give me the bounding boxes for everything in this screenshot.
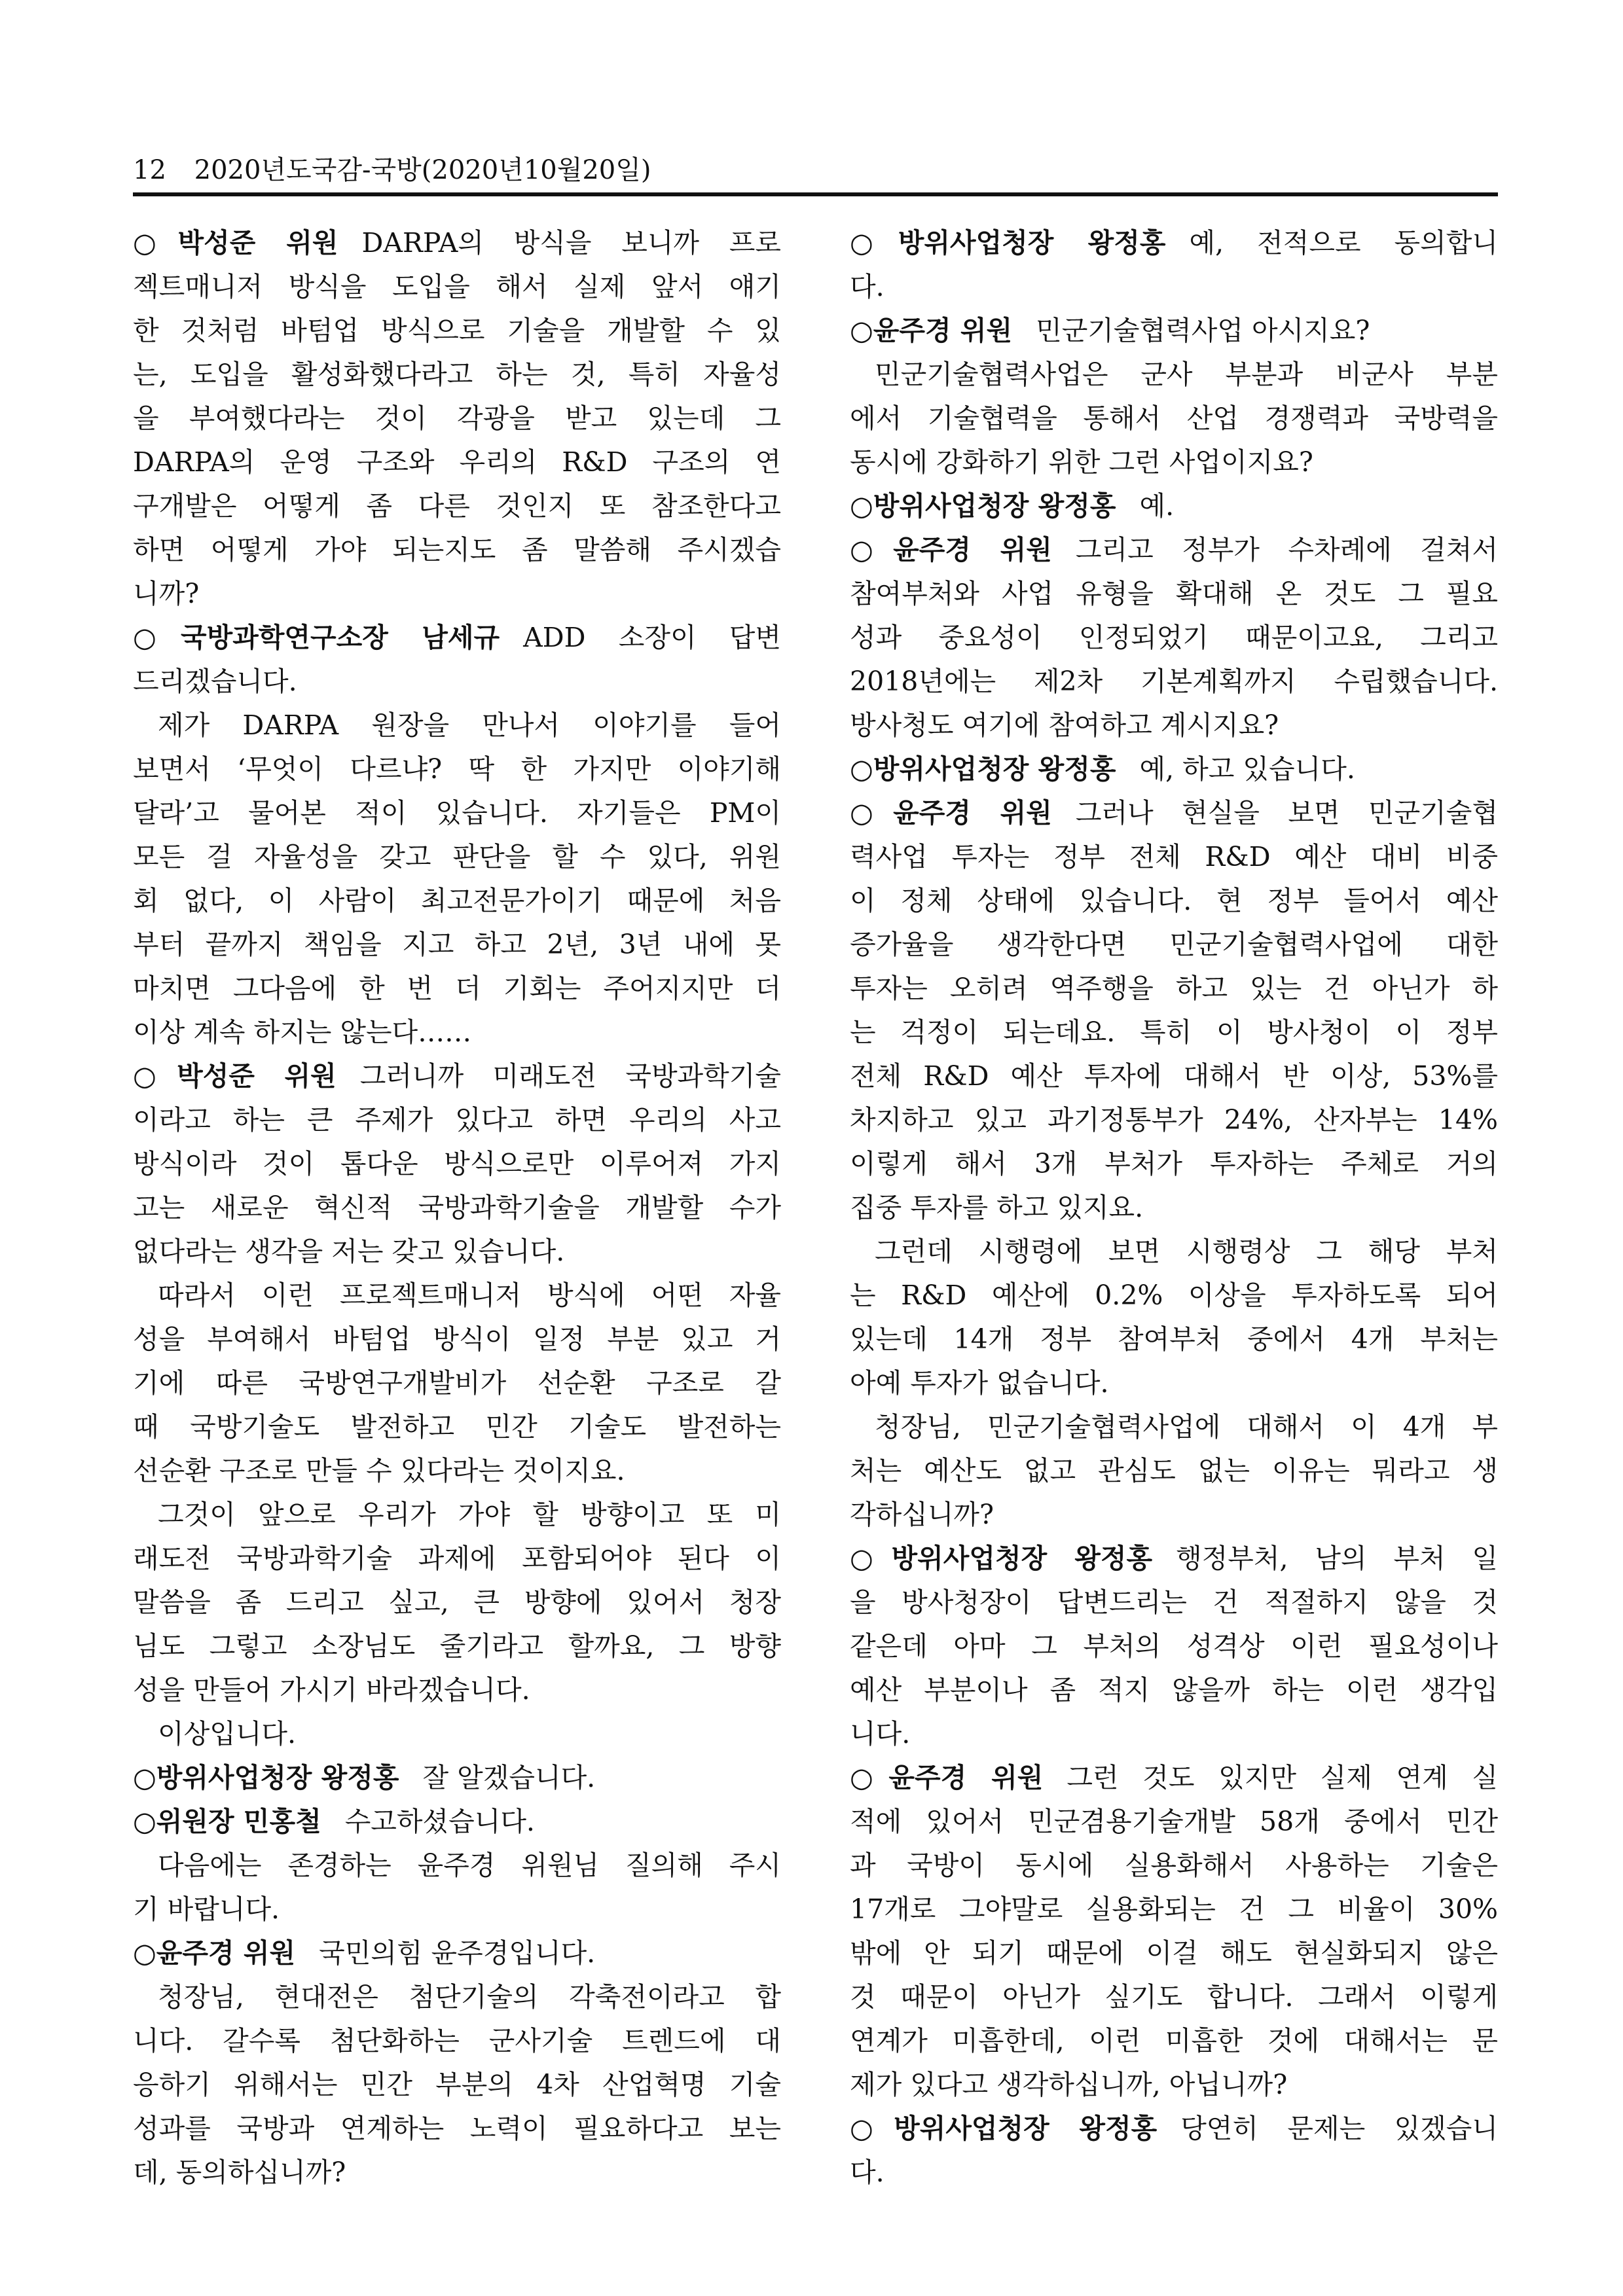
speaker-statement: [133, 221, 781, 616]
text-line: [133, 1844, 781, 1888]
line-text: 때 국방기술도 발전하고 민간 기술도 발전하는: [133, 1411, 781, 1443]
speaker-statement: [850, 221, 1498, 309]
speaker-name: ○박성준 위원: [133, 1060, 337, 1092]
text-line: [133, 1975, 781, 2019]
line-text: 달라’고 물어본 적이 있습니다. 자기들은 PM이: [133, 797, 781, 829]
line-text: 기 바랍니다.: [133, 1893, 280, 1925]
speaker-statement: [850, 2107, 1498, 2195]
text-line: [133, 1318, 781, 1361]
line-text: 그런 것도 있지만 실제 연계 실: [1067, 1762, 1498, 1793]
line-text: 처는 예산도 없고 관심도 없는 이유는 뭐라고 생: [850, 1455, 1498, 1486]
line-text: 이상 계속 하지는 않는다……: [133, 1016, 472, 1048]
text-line: [850, 923, 1498, 967]
line-text: 을 부여했다라는 것이 각광을 받고 있는데 그: [133, 403, 781, 434]
line-text: 다.: [850, 2157, 884, 2188]
line-text: 제가 DARPA 원장을 만나서 이야기를 들어: [158, 709, 781, 741]
text-line: [133, 1624, 781, 1668]
text-line: [133, 747, 781, 791]
line-text: 마치면 그다음에 한 번 더 기회는 주어지지만 더: [133, 973, 781, 1004]
line-text: 부터 끝까지 책임을 지고 하고 2년, 3년 내에 못: [133, 929, 781, 960]
line-text: 국민의힘 윤주경입니다.: [319, 1937, 596, 1969]
text-line: [850, 1668, 1498, 1712]
text-line: [850, 397, 1498, 440]
speaker-statement: [850, 1756, 1498, 2107]
text-line: [850, 1449, 1498, 1493]
text-line: [133, 221, 781, 265]
right-column: [850, 221, 1498, 2195]
text-line: [133, 1668, 781, 1712]
running-header: [133, 149, 651, 187]
text-line: [850, 1230, 1498, 1274]
line-text: 같은데 아마 그 부처의 성격상 이런 필요성이나: [850, 1630, 1498, 1662]
statement-paragraph: [133, 1712, 781, 1756]
text-line: [850, 2063, 1498, 2107]
text-line: [133, 1361, 781, 1405]
left-column: [133, 221, 781, 2195]
line-text: 보면서 ‘무엇이 다르냐? 딱 한 가지만 이야기해: [133, 753, 781, 785]
line-text: 각하십니까?: [850, 1499, 994, 1530]
line-text: 드리겠습니다.: [133, 666, 297, 697]
line-text: 방식이라 것이 톱다운 방식으로만 이루어져 가지: [133, 1148, 781, 1179]
text-line: [133, 616, 781, 660]
line-text: 투자는 오히려 역주행을 하고 있는 건 아닌가 하: [850, 973, 1498, 1004]
line-text: 따라서 이런 프로젝트매니저 방식에 어떤 자율: [158, 1280, 781, 1311]
line-text: 고는 새로운 혁신적 국방과학기술을 개발할 수가: [133, 1192, 781, 1223]
text-line: [850, 704, 1498, 747]
line-text: 그런데 시행령에 보면 시행령상 그 해당 부처: [875, 1236, 1498, 1267]
line-text: 예, 하고 있습니다.: [1139, 753, 1355, 785]
speaker-name: ○방위사업청장 왕정홍: [850, 2113, 1158, 2144]
speaker-statement: [850, 484, 1498, 528]
text-line: [133, 1098, 781, 1142]
line-text: 차지하고 있고 과기정통부가 24%, 산자부는 14%: [850, 1104, 1498, 1136]
text-line: [133, 1142, 781, 1186]
statement-paragraph: [850, 353, 1498, 484]
line-text: 이라고 하는 큰 주제가 있다고 하면 우리의 사고: [133, 1104, 781, 1136]
text-line: [850, 1756, 1498, 1800]
statement-paragraph: [133, 704, 781, 1054]
statement-paragraph: [850, 1230, 1498, 1405]
speaker-name: ○방위사업청장 왕정홍: [133, 1762, 399, 1793]
line-text: 민군기술협력사업은 군사 부분과 비군사 부분: [875, 359, 1498, 390]
text-line: [850, 265, 1498, 309]
statement-paragraph: [133, 1975, 781, 2195]
text-line: [133, 353, 781, 397]
speaker-statement: [133, 1054, 781, 1274]
line-text: 잘 알겠습니다.: [422, 1762, 596, 1793]
text-line: [850, 484, 1498, 528]
line-text: 을 방사청장이 답변드리는 건 적절하지 않을 것: [850, 1587, 1498, 1618]
text-line: [850, 440, 1498, 484]
header-title: 2020년도국감-국방(2020년10월20일): [194, 155, 651, 185]
text-line: [133, 1230, 781, 1274]
line-text: 참여부처와 사업 유형을 확대해 온 것도 그 필요: [850, 578, 1498, 609]
line-text: 성과를 국방과 연계하는 노력이 필요하다고 보는: [133, 2113, 781, 2144]
line-text: 니까?: [133, 578, 200, 609]
speaker-statement: [850, 1537, 1498, 1756]
text-line: [133, 1800, 781, 1844]
line-text: 는 R&D 예산에 0.2% 이상을 투자하도록 되어: [850, 1280, 1498, 1311]
line-text: 적에 있어서 민군겸용기술개발 58개 중에서 민간: [850, 1806, 1498, 1837]
line-text: 응하기 위해서는 민간 부분의 4차 산업혁명 기술: [133, 2069, 781, 2100]
text-line: [133, 967, 781, 1011]
line-text: 제가 있다고 생각하십니까, 아닙니까?: [850, 2069, 1288, 2100]
text-line: [133, 2019, 781, 2063]
line-text: 것 때문이 아닌가 싶기도 합니다. 그래서 이렇게: [850, 1981, 1498, 2013]
speaker-name: ○윤주경 위원: [133, 1937, 296, 1969]
speaker-name: ○윤주경 위원: [850, 534, 1052, 565]
speaker-name: ○위원장 민홍철: [133, 1806, 321, 1837]
line-text: 모든 걸 자율성을 갖고 판단을 할 수 있다, 위원: [133, 841, 781, 872]
line-text: 청장님, 현대전은 첨단기술의 각축전이라고 합: [158, 1981, 781, 2013]
text-line: [850, 660, 1498, 704]
text-line: [850, 2107, 1498, 2151]
text-line: [850, 1712, 1498, 1756]
page-number: 12: [133, 155, 166, 185]
text-line: [850, 1493, 1498, 1537]
statement-paragraph: [133, 1274, 781, 1493]
text-line: [133, 791, 781, 835]
line-text: 그러나 현실을 보면 민군기술협: [1075, 797, 1498, 829]
text-line: [850, 1318, 1498, 1361]
line-text: 니다. 갈수록 첨단화하는 군사기술 트렌드에 대: [133, 2025, 781, 2056]
speaker-statement: [850, 309, 1498, 353]
statement-paragraph: [133, 1493, 781, 1712]
speaker-name: ○윤주경 위원: [850, 315, 1013, 346]
text-line: [850, 1931, 1498, 1975]
text-line: [133, 660, 781, 704]
text-line: [850, 1975, 1498, 2019]
speaker-statement: [133, 1931, 781, 1975]
text-line: [133, 1011, 781, 1054]
line-text: 집중 투자를 하고 있지요.: [850, 1192, 1144, 1223]
header-rule: [133, 192, 1498, 196]
text-line: [850, 835, 1498, 879]
line-text: 성과 중요성이 인정되었기 때문이고요, 그리고: [850, 622, 1498, 653]
text-line: [133, 923, 781, 967]
line-text: 행정부처, 남의 부처 일: [1176, 1543, 1498, 1574]
line-text: 동시에 강화하기 위한 그런 사업이지요?: [850, 446, 1313, 478]
text-line: [850, 2151, 1498, 2195]
text-line: [850, 879, 1498, 923]
line-text: 는 걱정이 되는데요. 특히 이 방사청이 이 정부: [850, 1016, 1498, 1048]
line-text: 다.: [850, 271, 884, 302]
text-line: [133, 2107, 781, 2151]
line-text: 밖에 안 되기 때문에 이걸 해도 현실화되지 않은: [850, 1937, 1498, 1969]
line-text: 한 것처럼 바텀업 방식으로 기술을 개발할 수 있: [133, 315, 781, 346]
line-text: 성을 만들어 가시기 바라겠습니다.: [133, 1674, 530, 1706]
line-text: 전체 R&D 예산 투자에 대해서 반 이상, 53%를: [850, 1060, 1498, 1092]
line-text: ADD 소장이 답변: [523, 622, 782, 653]
text-line: [133, 484, 781, 528]
line-text: 예, 전적으로 동의합니: [1189, 227, 1498, 259]
line-text: 방사청도 여기에 참여하고 계시지요?: [850, 709, 1279, 741]
text-line: [850, 572, 1498, 616]
speaker-statement: [850, 791, 1498, 1230]
line-text: 다음에는 존경하는 윤주경 위원님 질의해 주시: [158, 1850, 781, 1881]
line-text: 래도전 국방과학기술 과제에 포함되어야 된다 이: [133, 1543, 781, 1574]
text-line: [850, 309, 1498, 353]
text-line: [133, 1449, 781, 1493]
line-text: 말씀을 좀 드리고 싶고, 큰 방향에 있어서 청장: [133, 1587, 781, 1618]
text-line: [850, 1844, 1498, 1888]
line-text: 하면 어떻게 가야 되는지도 좀 말씀해 주시겠습: [133, 534, 781, 565]
line-text: 없다라는 생각을 저는 갖고 있습니다.: [133, 1236, 565, 1267]
text-line: [133, 1931, 781, 1975]
text-line: [133, 1054, 781, 1098]
line-text: 민군기술협력사업 아시지요?: [1036, 315, 1370, 346]
speaker-name: ○방위사업청장 왕정홍: [850, 490, 1116, 522]
text-line: [850, 528, 1498, 572]
text-line: [850, 2019, 1498, 2063]
text-line: [133, 1493, 781, 1537]
text-line: [133, 2063, 781, 2107]
line-text: DARPA의 운영 구조와 우리의 R&D 구조의 연: [133, 446, 781, 478]
line-text: 에서 기술협력을 통해서 산업 경쟁력과 국방력을: [850, 403, 1498, 434]
text-line: [850, 747, 1498, 791]
text-line: [850, 1186, 1498, 1230]
line-text: 성을 부여해서 바텀업 방식이 일정 부분 있고 거: [133, 1323, 781, 1355]
text-line: [850, 1888, 1498, 1931]
text-line: [850, 1011, 1498, 1054]
line-text: 선순환 구조로 만들 수 있다라는 것이지요.: [133, 1455, 625, 1486]
text-line: [133, 2151, 781, 2195]
line-text: 이상입니다.: [158, 1718, 297, 1749]
statement-paragraph: [133, 1844, 781, 1931]
text-line: [133, 528, 781, 572]
text-line: [850, 967, 1498, 1011]
line-text: 구개발은 어떻게 좀 다른 것인지 또 참조한다고: [133, 490, 781, 522]
line-text: 예.: [1139, 490, 1175, 522]
statement-paragraph: [850, 1405, 1498, 1537]
line-text: 젝트매니저 방식을 도입을 해서 실제 앞서 얘기: [133, 271, 781, 302]
speaker-name: ○방위사업청장 왕정홍: [850, 227, 1166, 259]
text-line: [850, 1624, 1498, 1668]
line-text: DARPA의 방식을 보니까 프로: [361, 227, 781, 259]
text-line: [850, 353, 1498, 397]
line-text: 그러니까 미래도전 국방과학기술: [359, 1060, 781, 1092]
line-text: 연계가 미흡한데, 이런 미흡한 것에 대해서는 문: [850, 2025, 1498, 2056]
text-line: [133, 879, 781, 923]
text-line: [133, 1712, 781, 1756]
line-text: 수고하셨습니다.: [344, 1806, 535, 1837]
line-text: 청장님, 민군기술협력사업에 대해서 이 4개 부: [875, 1411, 1498, 1443]
line-text: 예산 부분이나 좀 적지 않을까 하는 이런 생각입: [850, 1674, 1498, 1706]
line-text: 력사업 투자는 정부 전체 R&D 예산 대비 비중: [850, 841, 1498, 872]
speaker-name: ○윤주경 위원: [850, 1762, 1044, 1793]
text-line: [850, 791, 1498, 835]
line-text: 2018년에는 제2차 기본계획까지 수립했습니다.: [850, 666, 1498, 697]
line-text: 있는데 14개 정부 참여부처 중에서 4개 부처는: [850, 1323, 1498, 1355]
text-line: [850, 1405, 1498, 1449]
speaker-name: ○국방과학연구소장 남세규: [133, 622, 500, 653]
text-line: [850, 1274, 1498, 1318]
text-line: [133, 265, 781, 309]
text-line: [850, 1537, 1498, 1581]
text-line: [133, 397, 781, 440]
line-text: 데, 동의하십니까?: [133, 2157, 346, 2188]
speaker-statement: [133, 1800, 781, 1844]
line-text: 님도 그렇고 소장님도 줄기라고 할까요, 그 방향: [133, 1630, 781, 1662]
line-text: 는, 도입을 활성화했다라고 하는 것, 특히 자율성: [133, 359, 781, 390]
text-line: [850, 221, 1498, 265]
speaker-statement: [850, 747, 1498, 791]
text-line: [850, 1361, 1498, 1405]
line-text: 그것이 앞으로 우리가 가야 할 방향이고 또 미: [158, 1499, 781, 1530]
text-line: [850, 1581, 1498, 1624]
line-text: 기에 따른 국방연구개발비가 선순환 구조로 갈: [133, 1367, 781, 1399]
text-line: [133, 309, 781, 353]
speaker-name: ○방위사업청장 왕정홍: [850, 1543, 1153, 1574]
line-text: 회 없다, 이 사람이 최고전문가이기 때문에 처음: [133, 885, 781, 916]
speaker-statement: [133, 1756, 781, 1800]
speaker-name: ○윤주경 위원: [850, 797, 1052, 829]
text-line: [133, 1888, 781, 1931]
text-line: [133, 1581, 781, 1624]
line-text: 과 국방이 동시에 실용화해서 사용하는 기술은: [850, 1850, 1498, 1881]
text-line: [850, 1800, 1498, 1844]
line-text: 당연히 문제는 있겠습니: [1180, 2113, 1498, 2144]
text-line: [133, 440, 781, 484]
speaker-statement: [133, 616, 781, 704]
line-text: 니다.: [850, 1718, 911, 1749]
speaker-name: ○박성준 위원: [133, 227, 338, 259]
text-line: [133, 1186, 781, 1230]
text-line: [850, 1098, 1498, 1142]
text-line: [133, 572, 781, 616]
line-text: 그리고 정부가 수차례에 걸쳐서: [1075, 534, 1498, 565]
text-line: [850, 616, 1498, 660]
line-text: 아예 투자가 없습니다.: [850, 1367, 1109, 1399]
text-line: [850, 1142, 1498, 1186]
speaker-statement: [850, 528, 1498, 747]
line-text: 이 정체 상태에 있습니다. 현 정부 들어서 예산: [850, 885, 1498, 916]
line-text: 증가율을 생각한다면 민군기술협력사업에 대한: [850, 929, 1498, 960]
line-text: 17개로 그야말로 실용화되는 건 그 비율이 30%: [850, 1893, 1498, 1925]
text-line: [133, 835, 781, 879]
line-text: 이렇게 해서 3개 부처가 투자하는 주체로 거의: [850, 1148, 1498, 1179]
text-line: [133, 1405, 781, 1449]
text-line: [133, 704, 781, 747]
text-line: [133, 1756, 781, 1800]
speaker-name: ○방위사업청장 왕정홍: [850, 753, 1116, 785]
text-line: [133, 1274, 781, 1318]
text-line: [850, 1054, 1498, 1098]
text-line: [133, 1537, 781, 1581]
